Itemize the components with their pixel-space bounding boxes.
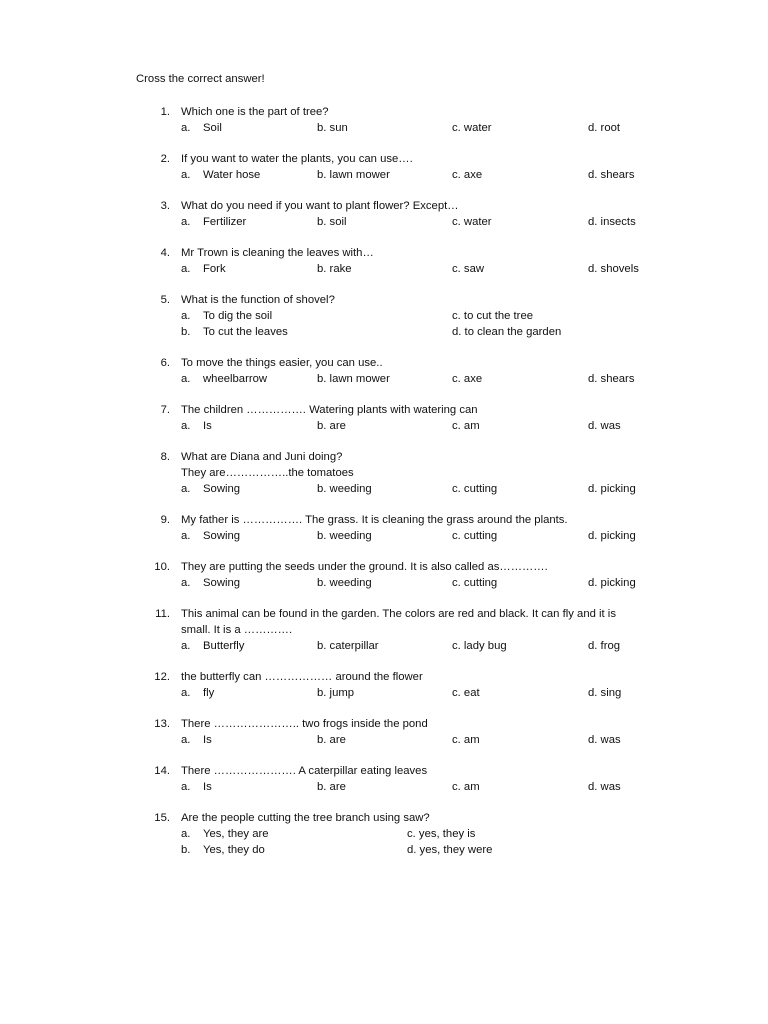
question-text: What are Diana and Juni doing? (181, 451, 343, 463)
question-number: 2. (160, 153, 170, 165)
option-d: d. was (588, 781, 621, 793)
question-number: 15. (154, 812, 170, 824)
question-text: What is the function of shovel? (181, 294, 335, 306)
question-text: There ………………….. two frogs inside the pond (181, 718, 428, 730)
option-right: d. to clean the garden (452, 326, 562, 338)
option-c: c. axe (452, 169, 483, 181)
question-text: To move the things easier, you can use.. (181, 357, 383, 369)
option-a: Sowing (203, 577, 241, 589)
question-number: 5. (160, 294, 170, 306)
option-c: c. cutting (452, 530, 498, 542)
question-item (0, 292, 768, 340)
option-d: d. root (588, 122, 621, 134)
question-item (0, 669, 768, 701)
option-b: b. weeding (317, 530, 372, 542)
question-item (0, 104, 768, 136)
question-item (0, 763, 768, 795)
option-c: c. cutting (452, 483, 498, 495)
option-a: Fertilizer (203, 216, 247, 228)
option-b: b. weeding (317, 483, 372, 495)
option-right: d. yes, they were (407, 844, 493, 856)
option-b: b. are (317, 781, 346, 793)
option-c: c. water (452, 122, 492, 134)
question-item (0, 559, 768, 591)
option-b: b. soil (317, 216, 347, 228)
question-item (0, 512, 768, 544)
option-c: c. am (452, 420, 480, 432)
option-d: d. frog (588, 640, 621, 652)
option-b: b. jump (317, 687, 355, 699)
question-item (0, 245, 768, 277)
question-text: They are putting the seeds under the ground. It is also called as…………. (181, 561, 548, 573)
option-a: fly (203, 687, 215, 699)
question-number: 9. (160, 514, 170, 526)
option-a: Sowing (203, 483, 241, 495)
option-d: d. picking (588, 530, 636, 542)
question-number: 12. (154, 671, 170, 683)
option-letter: a. (181, 530, 191, 542)
question-number: 1. (160, 106, 170, 118)
option-a: Butterfly (203, 640, 245, 652)
question-number: 13. (154, 718, 170, 730)
question-text: This animal can be found in the garden. The colors are red and black. It can fly and it is (181, 608, 616, 620)
question-text: the butterfly can ……………… around the flower (181, 671, 423, 683)
option-c: c. cutting (452, 577, 498, 589)
question-number: 4. (160, 247, 170, 259)
option-d: d. sing (588, 687, 622, 699)
option-a: Is (203, 734, 212, 746)
option-b: b. rake (317, 263, 352, 275)
option-letter: a. (181, 687, 191, 699)
question-number: 14. (154, 765, 170, 777)
question-item (0, 606, 768, 654)
question-number: 8. (160, 451, 170, 463)
option-left: To cut the leaves (203, 326, 288, 338)
question-number: 11. (155, 608, 170, 620)
option-letter: a. (181, 781, 191, 793)
question-number: 10. (154, 561, 170, 573)
question-item (0, 716, 768, 748)
option-b: b. are (317, 420, 346, 432)
option-b: b. caterpillar (317, 640, 379, 652)
question-number: 6. (160, 357, 170, 369)
option-c: c. water (452, 216, 492, 228)
option-c: c. saw (452, 263, 485, 275)
question-text: My father is ……………. The grass. It is cleaning the grass around the plants. (181, 514, 568, 526)
option-right: c. to cut the tree (452, 310, 534, 322)
option-d: d. shovels (588, 263, 639, 275)
option-letter: a. (181, 734, 191, 746)
option-letter: a. (181, 420, 191, 432)
option-letter: a. (181, 577, 191, 589)
option-c: c. am (452, 781, 480, 793)
question-item (0, 402, 768, 434)
option-right: c. yes, they is (407, 828, 476, 840)
question-text: The children ……………. Watering plants with watering can (181, 404, 478, 416)
option-a: Water hose (203, 169, 261, 181)
option-letter: a. (181, 310, 191, 322)
question-text: Mr Trown is cleaning the leaves with… (181, 247, 374, 259)
question-text: What do you need if you want to plant flower? Except… (181, 200, 459, 212)
option-left: Yes, they do (203, 844, 265, 856)
option-c: c. eat (452, 687, 480, 699)
option-d: d. picking (588, 483, 636, 495)
option-d: d. was (588, 734, 621, 746)
option-letter: a. (181, 828, 191, 840)
option-d: d. insects (588, 216, 636, 228)
question-text: There …………………. A caterpillar eating leaves (181, 765, 428, 777)
option-a: wheelbarrow (203, 373, 268, 385)
option-b: b. are (317, 734, 346, 746)
option-letter: b. (181, 326, 191, 338)
option-c: c. axe (452, 373, 483, 385)
option-letter: a. (181, 122, 191, 134)
question-text: If you want to water the plants, you can use…. (181, 153, 413, 165)
option-d: d. was (588, 420, 621, 432)
question-text: small. It is a …………. (181, 624, 293, 636)
option-b: b. weeding (317, 577, 372, 589)
option-d: d. shears (588, 373, 635, 385)
option-letter: a. (181, 169, 191, 181)
option-d: d. picking (588, 577, 636, 589)
option-a: Fork (203, 263, 226, 275)
option-b: b. lawn mower (317, 169, 390, 181)
option-letter: a. (181, 216, 191, 228)
option-d: d. shears (588, 169, 635, 181)
question-item (0, 810, 768, 858)
option-letter: a. (181, 263, 191, 275)
question-number: 3. (160, 200, 170, 212)
question-item (0, 355, 768, 387)
option-left: To dig the soil (203, 310, 273, 322)
question-number: 7. (160, 404, 170, 416)
instruction-heading: Cross the correct answer! (136, 73, 265, 85)
option-c: c. lady bug (452, 640, 507, 652)
option-letter: b. (181, 844, 191, 856)
option-a: Soil (203, 122, 222, 134)
option-letter: a. (181, 640, 191, 652)
option-letter: a. (181, 483, 191, 495)
question-item (0, 449, 768, 497)
option-left: Yes, they are (203, 828, 269, 840)
option-a: Is (203, 781, 212, 793)
option-c: c. am (452, 734, 480, 746)
option-b: b. sun (317, 122, 348, 134)
question-text: They are……………..the tomatoes (181, 467, 354, 479)
question-text: Which one is the part of tree? (181, 106, 329, 118)
question-item (0, 151, 768, 183)
option-a: Is (203, 420, 212, 432)
question-item (0, 198, 768, 230)
option-a: Sowing (203, 530, 241, 542)
option-letter: a. (181, 373, 191, 385)
option-b: b. lawn mower (317, 373, 390, 385)
question-text: Are the people cutting the tree branch using saw? (181, 812, 430, 824)
